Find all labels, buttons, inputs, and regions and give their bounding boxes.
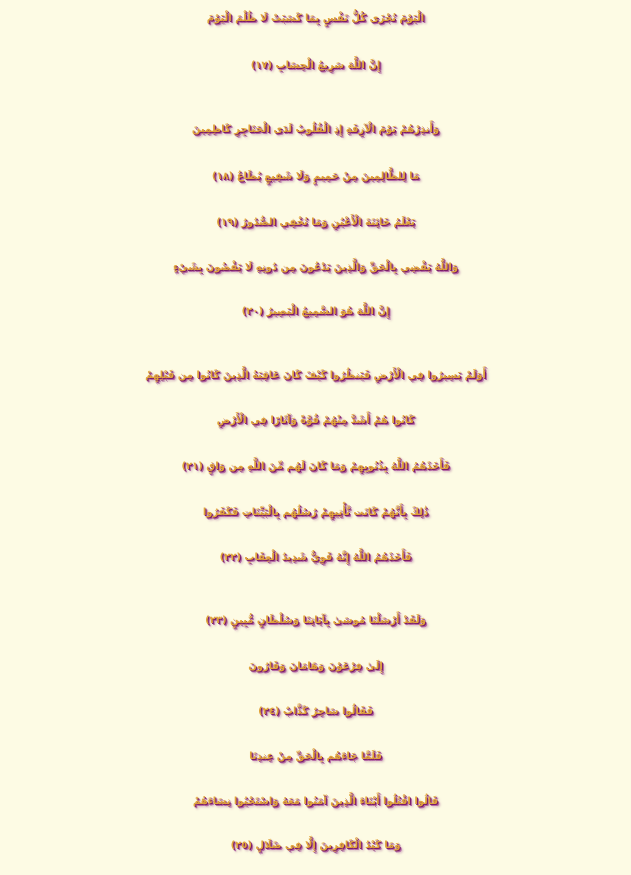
verse-line: فَأَخَذَهُمُ اللَّهُ إِنَّهُ قَوِيٌّ شَدِيدُ الْعِقَابِ (٢٢) [219,552,412,563]
verse-line: الْيَوْمَ تُجْزَى كُلُّ نَفْسٍ بِمَا كَسَبَتْ لَا ظُلْمَ الْيَوْمَ [206,13,425,24]
verse-line: كَانُوا هُمْ أَشَدَّ مِنْهُمْ قُوَّةً وَآثَارًا فِي الْأَرْضِ [216,415,415,426]
verse-line: إِنَّ اللَّهَ سَرِيعُ الْحِسَابِ (١٧) [250,60,381,71]
verse-line: أَوَلَمْ يَسِيرُوا فِي الْأَرْضِ فَيَنظُرُوا كَيْفَ كَانَ عَاقِبَةُ الَّذِينَ كَانُوا مِن قَبْلِهِمْ [145,370,486,381]
verse-line: مَا لِلظَّالِمِينَ مِنْ حَمِيمٍ وَلَا شَفِيعٍ يُطَاعُ (١٨) [211,171,420,182]
verse-line: إِلَىٰ فِرْعَوْنَ وَهَامَانَ وَقَارُونَ [248,661,383,672]
verse-line: وَاللَّهُ يَقْضِي بِالْحَقِّ وَالَّذِينَ يَدْعُونَ مِن دُونِهِ لَا يَقْضُونَ بِشَيْءٍ [173,262,458,273]
verse-line: ذَٰلِكَ بِأَنَّهُمْ كَانَت تَّأْتِيهِمْ رُسُلُهُم بِالْبَيِّنَاتِ فَكَفَرُوا [202,507,429,518]
verse-line: وَأَنذِرْهُمْ يَوْمَ الْآزِفَةِ إِذِ الْقُلُوبُ لَدَى الْحَنَاجِرِ كَاظِمِينَ [191,124,440,135]
verse-line: وَلَقَدْ أَرْسَلْنَا مُوسَىٰ بِآيَاتِنَا وَسُلْطَانٍ مُّبِينٍ (٢٣) [205,615,426,626]
verse-line: فَقَالُوا سَاحِرٌ كَذَّابٌ (٢٤) [258,706,373,717]
verse-line: قَالُوا اقْتُلُوا أَبْنَاءَ الَّذِينَ آمَنُوا مَعَهُ وَاسْتَحْيُوا نِسَاءَهُمْ [192,796,439,807]
verse-line: فَلَمَّا جَاءَهُم بِالْحَقِّ مِنْ عِندِنَا [249,751,382,762]
verse-line: يَعْلَمُ خَائِنَةَ الْأَعْيُنِ وَمَا تُخْفِي الصُّدُورُ (١٩) [216,217,415,228]
verse-line: إِنَّ اللَّهَ هُوَ السَّمِيعُ الْبَصِيرُ (٢٠) [241,306,390,317]
verse-line: فَأَخَذَهُمُ اللَّهُ بِذُنُوبِهِمْ وَمَا كَانَ لَهُم مِّنَ اللَّهِ مِن وَاقٍ (٢١) [181,461,450,472]
verse-line: وَمَا كَيْدُ الْكَافِرِينَ إِلَّا فِي ضَلَالٍ (٢٥) [230,840,401,851]
